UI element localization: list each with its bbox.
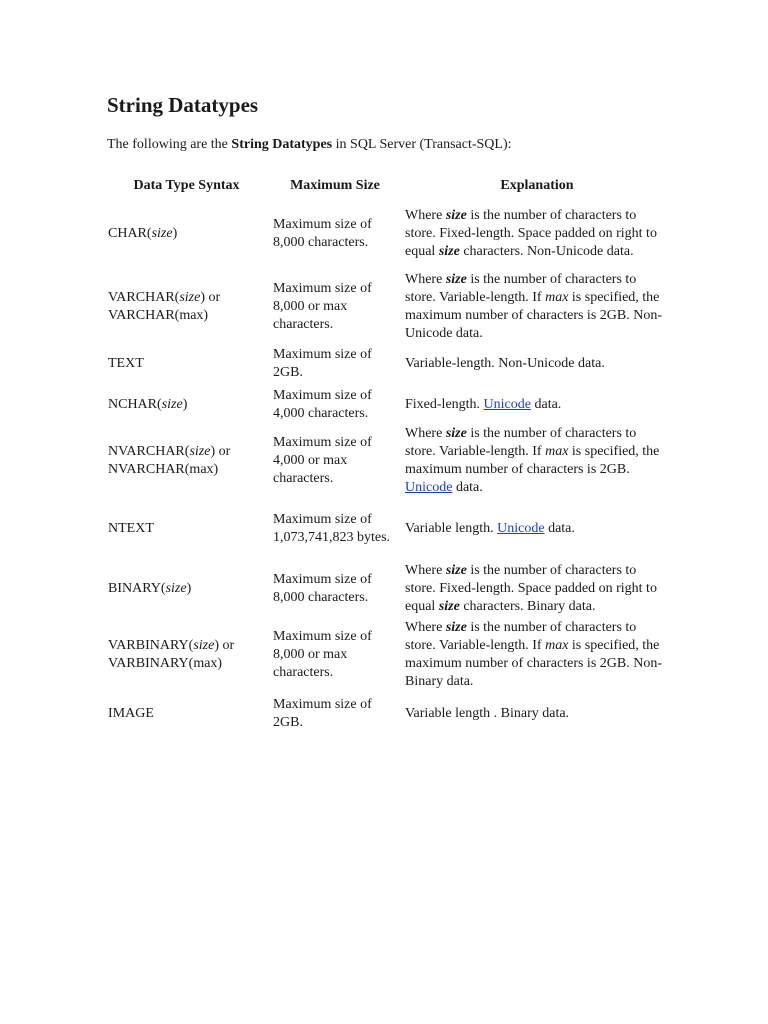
table-row: [104, 617, 673, 693]
table-row: [104, 343, 673, 385]
max-size-cell: Maximum size of 1,073,741,823 bytes.: [273, 512, 391, 545]
table-row: [104, 198, 673, 270]
unicode-link[interactable]: Unicode: [497, 521, 545, 536]
unicode-link[interactable]: Unicode: [483, 397, 531, 412]
syntax-cell: TEXT: [108, 356, 144, 371]
explanation-cell: Variable-length. Non-Unicode data.: [405, 356, 605, 371]
intro-text-after: in SQL Server (Transact-SQL):: [332, 137, 512, 152]
table-header-row: [104, 174, 673, 198]
explanation-cell: Variable length . Binary data.: [405, 706, 570, 721]
unicode-link[interactable]: Unicode: [405, 480, 453, 495]
explanation-cell: Where size is the number of characters to store. Variable-length. If max is specified, the maximum number of characters is 2GB. Unicode data.: [405, 426, 660, 495]
header-explanation: Explanation: [500, 178, 574, 193]
syntax-cell: NTEXT: [108, 521, 154, 536]
intro-text-bold: String Datatypes: [231, 137, 333, 152]
max-size-cell: Maximum size of 4,000 characters.: [273, 388, 372, 421]
max-size-cell: Maximum size of 4,000 or max characters.: [273, 435, 372, 486]
explanation-cell: Variable length. Unicode data.: [405, 521, 575, 536]
max-size-cell: Maximum size of 8,000 characters.: [273, 217, 372, 250]
syntax-cell: NCHAR(size): [108, 397, 188, 412]
header-data-type-syntax: Data Type Syntax: [133, 178, 240, 193]
intro-text-before: The following are the: [107, 137, 232, 152]
page-title: String Datatypes: [107, 93, 259, 117]
table-row: [104, 561, 673, 617]
table-row: [104, 693, 673, 735]
max-size-cell: Maximum size of 2GB.: [273, 697, 372, 730]
header-maximum-size: Maximum Size: [290, 178, 380, 193]
explanation-cell: Where size is the number of characters to store. Fixed-length. Space padded on right to equal size characters. Binary data.: [405, 563, 657, 614]
explanation-cell: Fixed-length. Unicode data.: [405, 397, 562, 412]
table-row: [104, 497, 673, 561]
max-size-cell: Maximum size of 8,000 or max characters.: [273, 280, 372, 332]
max-size-cell: Maximum size of 8,000 or max characters.: [273, 629, 372, 680]
syntax-cell: BINARY(size): [108, 581, 192, 596]
explanation-cell: Where size is the number of characters to store. Variable-length. If max is specified, the maximum number of characters is 2GB. Non-Binary data.: [405, 620, 662, 689]
intro-paragraph: [107, 136, 512, 154]
syntax-cell: IMAGE: [108, 706, 154, 721]
explanation-cell: Where size is the number of characters to store. Variable-length. If max is specified, the maximum number of characters is 2GB. Non-Unicode data.: [405, 271, 662, 341]
syntax-cell: CHAR(size): [108, 226, 178, 241]
max-size-cell: Maximum size of 8,000 characters.: [273, 572, 372, 605]
syntax-cell: VARBINARY(size) or VARBINARY(max): [108, 638, 235, 671]
string-datatypes-table: [104, 174, 673, 735]
max-size-cell: Maximum size of 2GB.: [273, 347, 372, 380]
table-row: [104, 270, 673, 343]
syntax-cell: NVARCHAR(size) or NVARCHAR(max): [108, 444, 231, 477]
syntax-cell: VARCHAR(size) or VARCHAR(max): [108, 289, 221, 323]
table-row: [104, 425, 673, 497]
explanation-cell: Where size is the number of characters to store. Fixed-length. Space padded on right to equal size characters. Non-Unicode data.: [405, 208, 657, 259]
table-row: [104, 385, 673, 425]
